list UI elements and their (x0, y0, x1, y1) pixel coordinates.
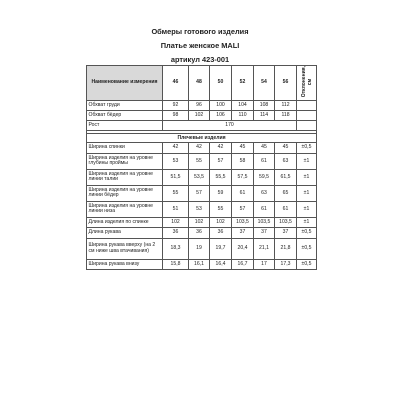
row-label: Ширина рукава вверху (на 2 см ниже шва втачивания) (87, 238, 163, 259)
section-title: Плечевые изделия (87, 134, 317, 143)
row-value-size-52: 16,7 (232, 259, 254, 270)
row-tolerance: ±0,5 (297, 228, 317, 239)
row-value-size-52: 45 (232, 143, 254, 154)
measurements-table (86, 65, 317, 270)
row-value-size-50: 106 (210, 110, 232, 120)
row-value-size-54: 45 (254, 143, 275, 154)
row-label: Ширина изделия на уровне линии низа (87, 201, 163, 217)
row-value-size-48: 36 (189, 228, 210, 239)
row-label: Обхват груди (87, 100, 163, 110)
row-value-size-54: 61 (254, 201, 275, 217)
row-value-size-56: 63 (275, 153, 297, 169)
row-label: Рост (87, 120, 163, 130)
row-value-size-56: 61 (275, 201, 297, 217)
table-header-row (87, 66, 317, 101)
row-value-size-50: 100 (210, 100, 232, 110)
article-number: артикул 423-001 (170, 55, 230, 64)
row-value-size-56: 65 (275, 185, 297, 201)
table-row (87, 228, 317, 239)
row-value-size-54: 21,1 (254, 238, 275, 259)
table-row (87, 259, 317, 270)
row-tolerance: ±0,5 (297, 238, 317, 259)
row-value-size-56: 118 (275, 110, 297, 120)
table-row (87, 201, 317, 217)
header-size-56: 56 (275, 66, 297, 101)
row-label: Обхват бёдер (87, 110, 163, 120)
row-value-size-50: 55 (210, 201, 232, 217)
row-value-size-50: 55,5 (210, 169, 232, 185)
row-value-size-56: 37 (275, 228, 297, 239)
row-value-size-50: 19,7 (210, 238, 232, 259)
row-value-size-46: 51,5 (163, 169, 189, 185)
row-tolerance: ±1 (297, 185, 317, 201)
row-value-size-46: 102 (163, 217, 189, 228)
row-value-size-52: 20,4 (232, 238, 254, 259)
row-value-size-46: 36 (163, 228, 189, 239)
row-value-size-52: 37 (232, 228, 254, 239)
header-size-48: 48 (189, 66, 210, 101)
row-tolerance: ±1 (297, 201, 317, 217)
row-value-size-52: 104 (232, 100, 254, 110)
header-tolerance-text: Отклонения, см (300, 66, 313, 98)
row-value-size-48: 16,1 (189, 259, 210, 270)
row-value-size-56: 45 (275, 143, 297, 154)
row-value-size-46: 15,8 (163, 259, 189, 270)
row-value-size-52: 57 (232, 201, 254, 217)
table-body (87, 100, 317, 270)
table-row (87, 169, 317, 185)
header-tolerance (297, 66, 317, 101)
table-row (87, 238, 317, 259)
row-value-size-52: 110 (232, 110, 254, 120)
row-value-size-48: 57 (189, 185, 210, 201)
row-tolerance: ±1 (297, 153, 317, 169)
row-label: Ширина изделия на уровне линии бёдер (87, 185, 163, 201)
header-size-50: 50 (210, 66, 232, 101)
document-subtitle: Платье женское MALI (160, 41, 240, 50)
row-value-size-56: 61,5 (275, 169, 297, 185)
row-value-size-54: 114 (254, 110, 275, 120)
row-label: Ширина изделия на уровне линии талии (87, 169, 163, 185)
row-value-size-54: 103,5 (254, 217, 275, 228)
table-row (87, 100, 317, 110)
row-value-size-46: 51 (163, 201, 189, 217)
row-value-size-48: 53,5 (189, 169, 210, 185)
row-value-size-56: 112 (275, 100, 297, 110)
row-value-size-54: 61 (254, 153, 275, 169)
row-tolerance: ±0,5 (297, 259, 317, 270)
row-value-size-52: 58 (232, 153, 254, 169)
row-value-size-54: 37 (254, 228, 275, 239)
table-row (87, 153, 317, 169)
row-value-size-48: 42 (189, 143, 210, 154)
row-value-size-54: 108 (254, 100, 275, 110)
row-value-size-48: 96 (189, 100, 210, 110)
row-label: Длина изделия по спинке (87, 217, 163, 228)
row-value-size-50: 57 (210, 153, 232, 169)
header-size-46: 46 (163, 66, 189, 101)
row-value-size-56: 103,5 (275, 217, 297, 228)
row-value-size-46: 53 (163, 153, 189, 169)
row-label: Длина рукава (87, 228, 163, 239)
row-label: Ширина рукава внизу (87, 259, 163, 270)
row-label: Ширина изделия на уровне глубины проймы (87, 153, 163, 169)
document-title: Обмеры готового изделия (151, 27, 249, 36)
header-size-54: 54 (254, 66, 275, 101)
row-value-size-50: 36 (210, 228, 232, 239)
row-value-size-56: 21,8 (275, 238, 297, 259)
row-value-size-50: 42 (210, 143, 232, 154)
row-value-size-50: 59 (210, 185, 232, 201)
row-merged-value: 170 (163, 120, 297, 130)
section-row (87, 134, 317, 143)
row-value-size-54: 63 (254, 185, 275, 201)
row-value-size-52: 61 (232, 185, 254, 201)
row-value-size-48: 102 (189, 110, 210, 120)
table-row (87, 110, 317, 120)
title-block (0, 25, 400, 67)
row-value-size-48: 102 (189, 217, 210, 228)
row-label: Ширина спинки (87, 143, 163, 154)
row-value-size-48: 19 (189, 238, 210, 259)
row-value-size-48: 53 (189, 201, 210, 217)
row-tolerance: ±0,5 (297, 143, 317, 154)
row-value-size-52: 57,5 (232, 169, 254, 185)
row-value-size-52: 103,5 (232, 217, 254, 228)
row-tolerance (297, 100, 317, 110)
row-value-size-48: 55 (189, 153, 210, 169)
header-size-52: 52 (232, 66, 254, 101)
row-value-size-46: 42 (163, 143, 189, 154)
table-row (87, 143, 317, 154)
row-value-size-46: 18,3 (163, 238, 189, 259)
table-row (87, 217, 317, 228)
table-row (87, 185, 317, 201)
header-measurement-name: Наименование измерения (87, 66, 163, 101)
table-row (87, 120, 317, 130)
row-value-size-50: 102 (210, 217, 232, 228)
row-tolerance: ±1 (297, 217, 317, 228)
row-tolerance (297, 110, 317, 120)
row-value-size-54: 17 (254, 259, 275, 270)
row-value-size-50: 16,4 (210, 259, 232, 270)
row-value-size-54: 59,5 (254, 169, 275, 185)
row-value-size-56: 17,3 (275, 259, 297, 270)
row-tolerance (297, 120, 317, 130)
row-value-size-46: 55 (163, 185, 189, 201)
row-value-size-46: 98 (163, 110, 189, 120)
row-value-size-46: 92 (163, 100, 189, 110)
row-tolerance: ±1 (297, 169, 317, 185)
